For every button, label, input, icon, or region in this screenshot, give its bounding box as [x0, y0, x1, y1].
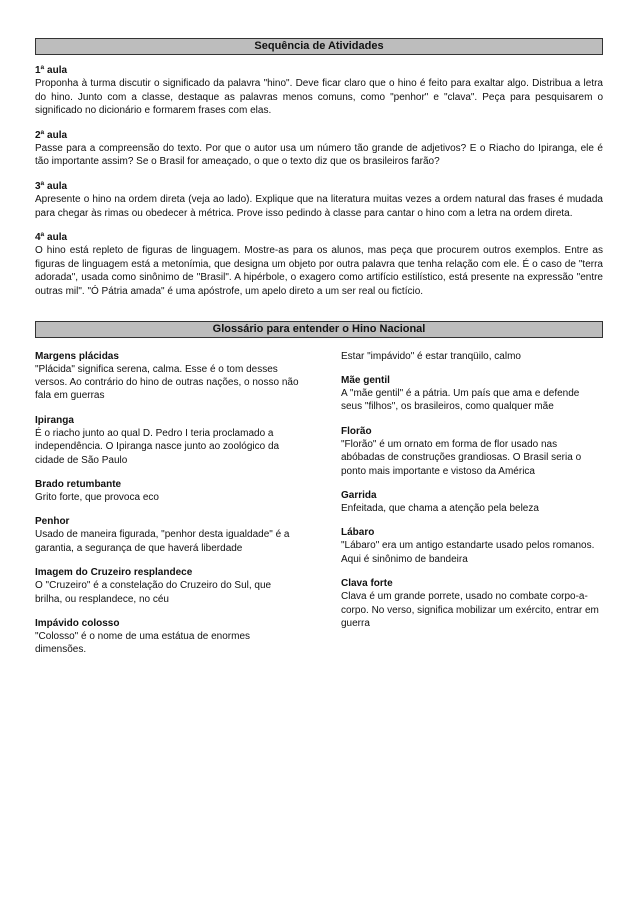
- activity-2: [35, 129, 603, 169]
- glossary-entry-continued: [341, 350, 603, 363]
- glossary-term: Garrida: [341, 489, 377, 501]
- glossary-definition: Clava é um grande porrete, usado no combate corpo-a-corpo. No verso, significa mobilizar um exército, entrar em guerra: [341, 591, 599, 629]
- glossary-definition: Usado de maneira figurada, "penhor desta igualdade" é a garantia, a segurança de que haverá liberdade: [35, 529, 290, 554]
- glossary-definition: "Lábaro" era um antigo estandarte usado pelos romanos. Aqui é sinônimo de bandeira: [341, 540, 595, 565]
- activity-text: O hino está repleto de figuras de linguagem. Mostre-as para os alunos, mas peça que procurem outros exemplos. Entre as figuras de linguagem está a metonímia, que designa um objeto por outra palavra que tenha relação com ele. É o caso de "terra adorada", usada como sinônimo de "Brasil". A hipérbole, o exagero como artifício estilístico, está presente na expressão "entre outras mil". "Ó Pátria amada" é uma apóstrofe, um apelo direto a um ser real ou fictício.: [35, 245, 603, 297]
- glossary-entry: [341, 577, 603, 630]
- glossary-term: Brado retumbante: [35, 478, 122, 490]
- glossary-entry: [35, 617, 301, 657]
- activity-label: 2ª aula: [35, 129, 68, 141]
- glossary-entry: [35, 350, 301, 403]
- activity-4: [35, 231, 603, 298]
- glossary-term: Penhor: [35, 516, 70, 528]
- glossary-term: Florão: [341, 425, 372, 437]
- glossary-entry: [35, 566, 301, 606]
- activity-3: [35, 180, 603, 220]
- glossary-definition: O "Cruzeiro" é a constelação do Cruzeiro do Sul, que brilha, ou resplandece, no céu: [35, 580, 272, 605]
- glossary-left-column: [35, 350, 301, 668]
- activities-title-bar: Sequência de Atividades: [35, 38, 603, 55]
- glossary-term: Lábaro: [341, 527, 375, 539]
- glossary-term: Imagem do Cruzeiro resplandece: [35, 567, 193, 579]
- glossary-definition: "Florão" é um ornato em forma de flor usado nas abóbadas de construções grandiosas. O Brasil seria o ponto mais importante e vistoso da América: [341, 438, 582, 477]
- spacer: [35, 169, 603, 180]
- glossary-entry: [341, 489, 603, 515]
- glossary-definition: Grito forte, que provoca eco: [35, 491, 159, 503]
- glossary-definition: A "mãe gentil" é a pátria. Um país que ama e defende seus "filhos", os brasileiros, como qualquer mãe: [341, 387, 580, 413]
- glossary-entry: [341, 374, 603, 414]
- glossary-columns: [35, 350, 603, 668]
- glossary-definition: "Colosso" é o nome de uma estátua de enormes dimensões.: [35, 631, 250, 656]
- glossary-term: Margens plácidas: [35, 350, 119, 362]
- glossary-term: Mãe gentil: [341, 374, 390, 386]
- spacer: [35, 118, 603, 129]
- glossary-term: Ipiranga: [35, 414, 74, 426]
- glossary-definition: Estar "impávido" é estar tranqüilo, calmo: [341, 350, 521, 362]
- activity-1: [35, 64, 603, 118]
- glossary-right-column: [341, 350, 603, 668]
- activity-text: Proponha à turma discutir o significado da palavra "hino". Deve ficar claro que o hino é feito para exaltar algo. Distribua a letra do hino. Junto com a classe, destaque as palavras menos comuns, como "penhor" e "clava". Peça para pesquisarem o significado no dicionário e formarem frases com elas.: [35, 78, 603, 117]
- activity-label: 1ª aula: [35, 65, 68, 76]
- glossary-entry: [35, 414, 301, 467]
- page: [35, 38, 603, 668]
- glossary-entry: [341, 526, 603, 566]
- activity-label: 4ª aula: [35, 232, 68, 244]
- glossary-entry: [35, 478, 301, 504]
- activity-text: Passe para a compreensão do texto. Por que o autor usa um número tão grande de adjetivos? E o Riacho do Ipiranga, ele é tão importante assim? Se o Brasil for ameaçado, o que o texto diz que os brasileiros farão?: [35, 142, 603, 168]
- activity-text: Apresente o hino na ordem direta (veja ao lado). Explique que na literatura muitas vezes a ordem natural das frases é mudada para chegar às rimas ou obedecer à métrica. Prove isso pedindo à classe para cantar o hino com a letra na ordem direta.: [35, 193, 603, 219]
- glossary-definition: "Plácida" significa serena, calma. Esse é o tom desses versos. Ao contrário do hino de outras nações, o nosso não fala em guerras: [35, 363, 299, 402]
- spacer: [35, 220, 603, 231]
- glossary-entry: [341, 425, 603, 478]
- glossary-entry: [35, 515, 301, 555]
- glossary-definition: Enfeitada, que chama a atenção pela beleza: [341, 502, 539, 514]
- activity-label: 3ª aula: [35, 180, 68, 192]
- glossary-title-bar: Glossário para entender o Hino Nacional: [35, 321, 603, 338]
- glossary-term: Clava forte: [341, 578, 393, 590]
- glossary-definition: É o riacho junto ao qual D. Pedro I teria proclamado a independência. O Ipiranga nasce junto ao zoológico da cidade de São Paulo: [35, 427, 280, 466]
- glossary-term: Impávido colosso: [35, 618, 120, 629]
